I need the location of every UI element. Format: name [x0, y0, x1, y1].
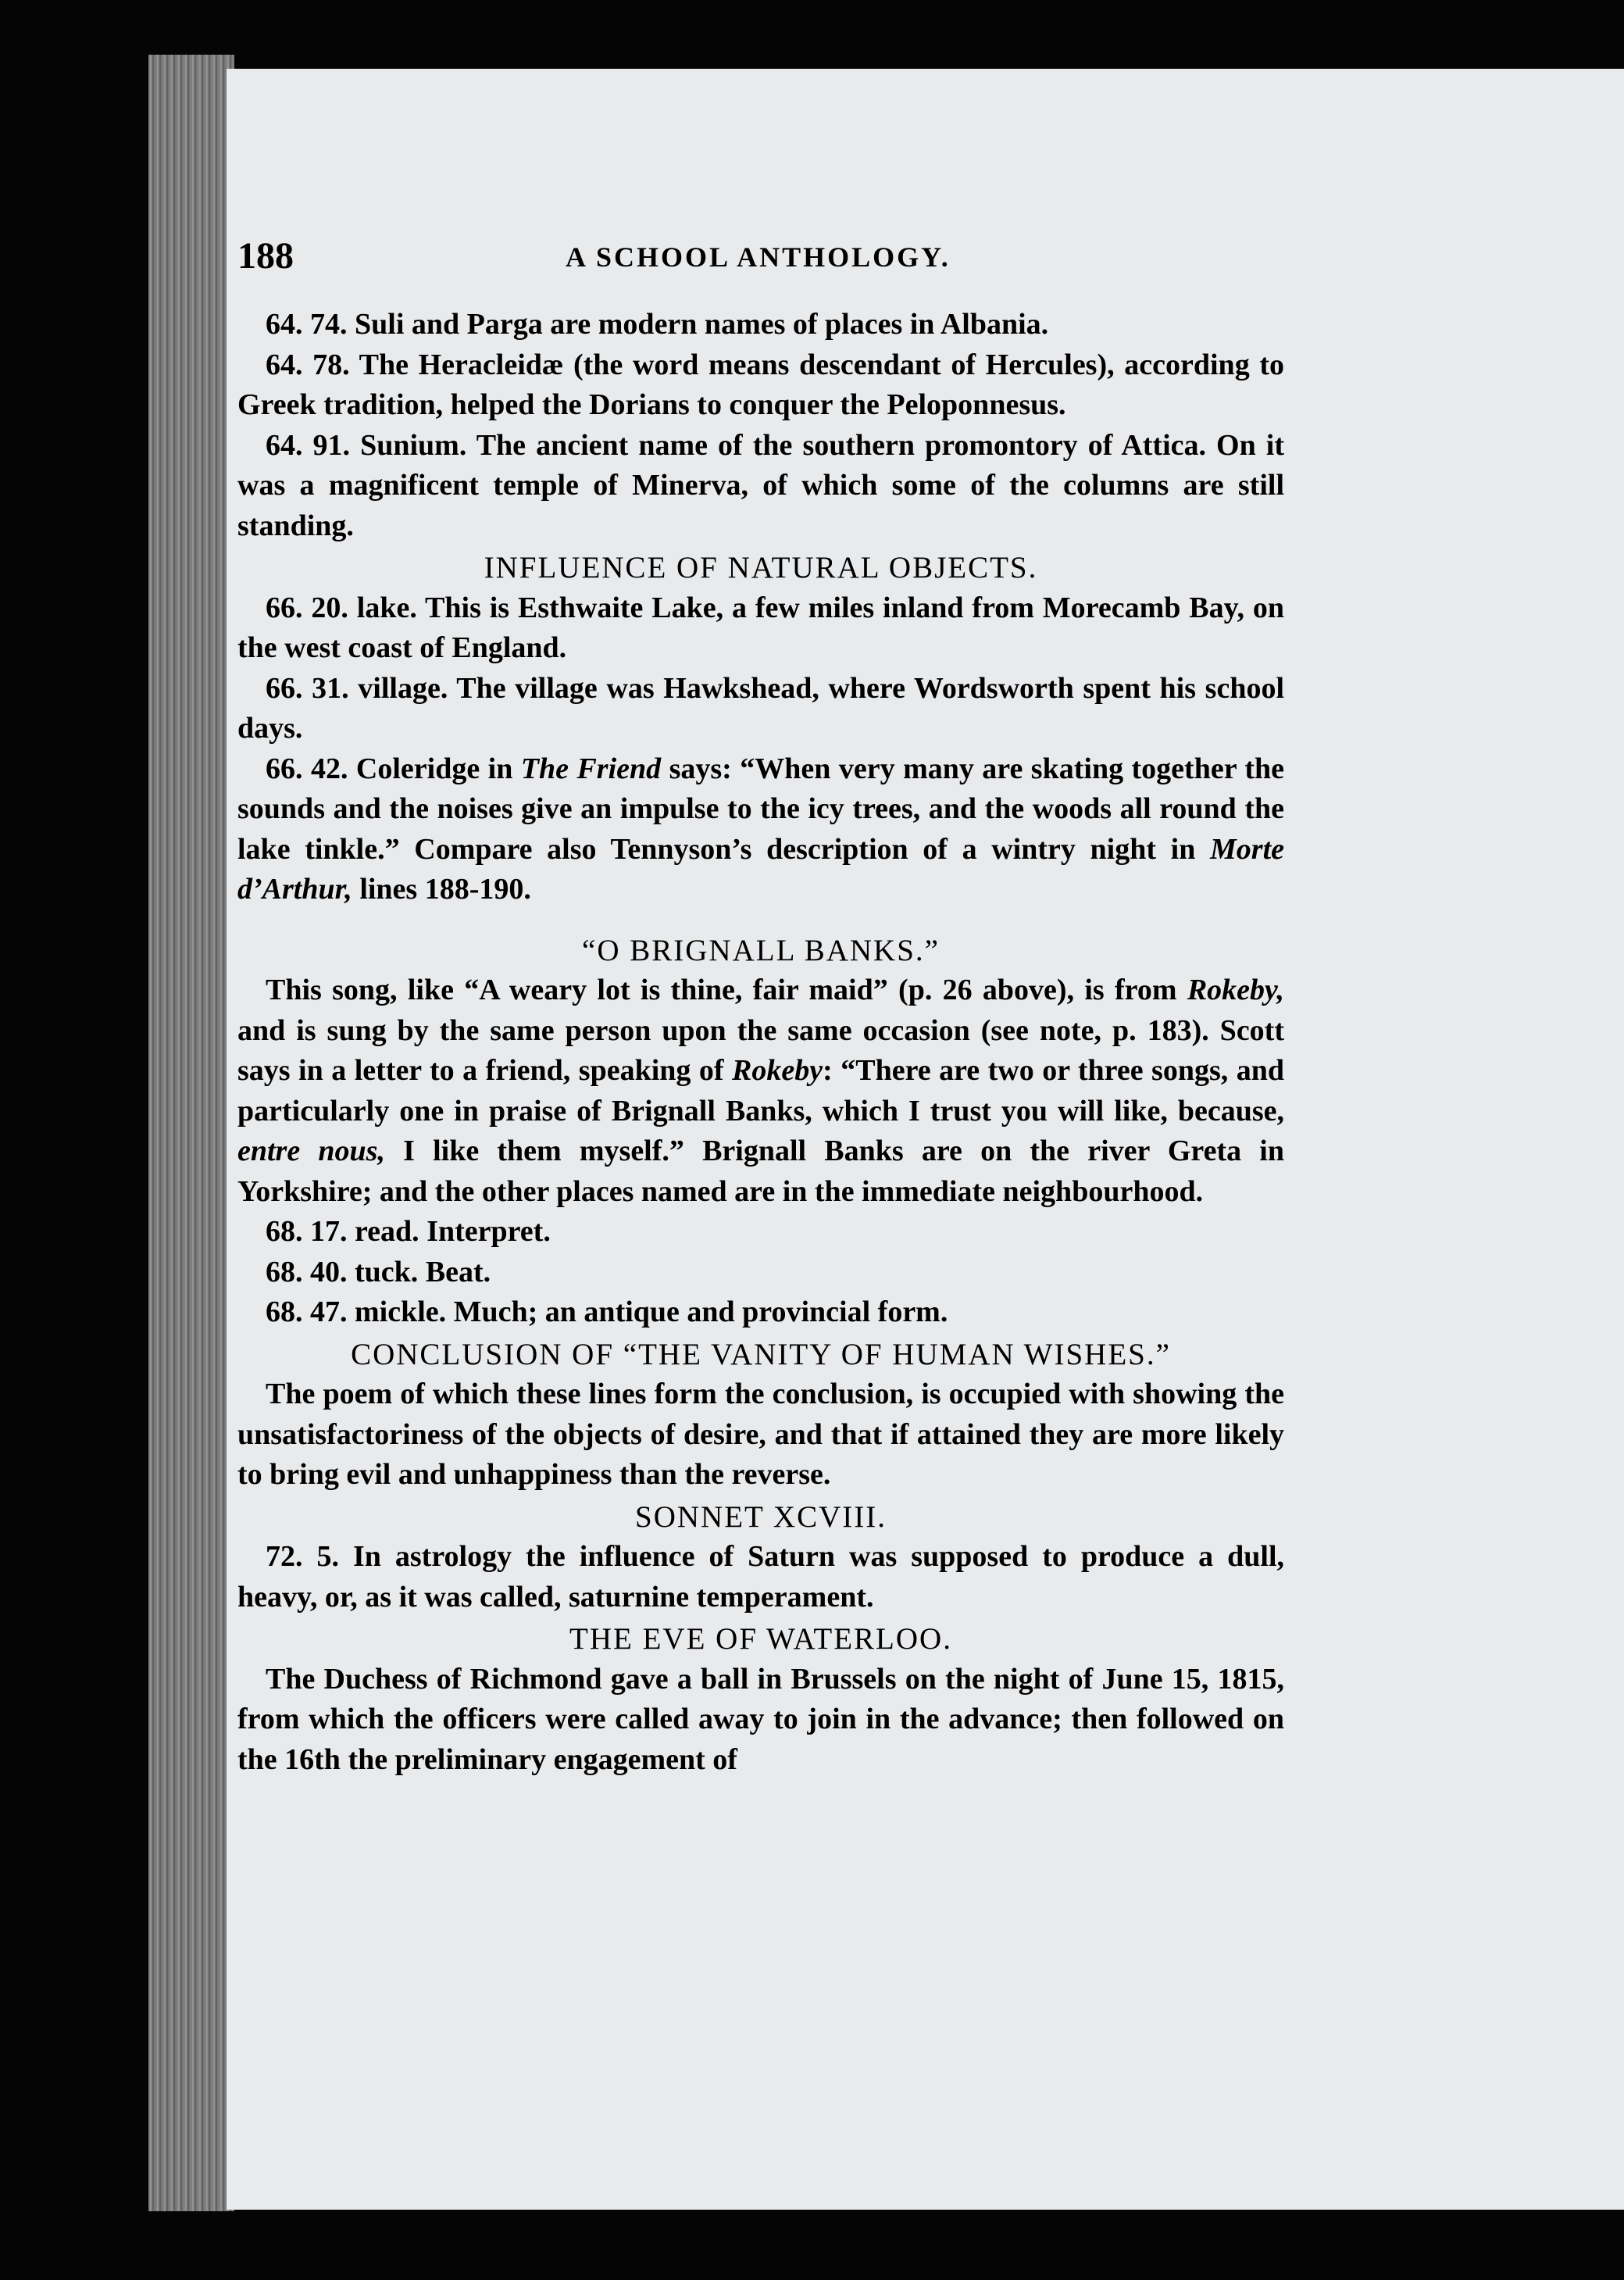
para-text: : “There are two or three songs, and particularly one in praise of Brignall Banks, which I trust you will like, because, — [237, 1054, 1285, 1127]
page-header — [237, 234, 1175, 297]
note-ref: 66. 31. — [266, 671, 349, 705]
note-lemma: mickle. — [355, 1295, 447, 1328]
work-title: Rokeby, — [1187, 974, 1284, 1006]
note-text: Beat. — [418, 1255, 491, 1288]
note-lemma: lake. — [356, 591, 417, 624]
note-ref: 68. 40. — [266, 1255, 348, 1288]
section-heading-sonnet: SONNET XCVIII. — [635, 1499, 887, 1534]
section-heading-waterloo: THE EVE OF WATERLOO. — [569, 1622, 952, 1656]
note-ref: 66. 20. — [266, 591, 348, 624]
note-text: The Heracleidæ (the word means descendant of Hercules), according to Greek tradition, helped the Dorians to conquer the Peloponnesus. — [237, 348, 1284, 421]
vanity-paragraph: The poem of which these lines form the conclusion, is occupied with showing the unsatisfactoriness of the objects of desire, and that if attained they are more likely to bring evil and unhappiness than the reverse. — [237, 1378, 1284, 1491]
note-ref: 66. 42. — [266, 752, 348, 785]
para-text: I like them myself.” Brignall Banks are on the river Greta in Yorkshire; and the other places named are in the immediate neighbourhood. — [237, 1135, 1284, 1208]
note-64-91 — [237, 426, 1284, 547]
note-text: says: “When very many are skating together the sounds and the noises give an impulse to the icy trees, and the woods all round the lake tinkle.” Compare also Tennyson’s description of a wintry night in — [237, 752, 1284, 866]
note-text: The ancient name of the southern promontory of Attica. On it was a magnificent temple of Minerva, of which some of the columns are still standing. — [237, 428, 1285, 542]
note-ref: 72. 5. — [266, 1540, 339, 1573]
page-number: 188 — [237, 235, 294, 277]
note-lemma: village. — [358, 671, 448, 705]
section-heading-brignall: “O BRIGNALL BANKS.” — [582, 933, 940, 967]
note-text: lines 188-190. — [352, 873, 531, 906]
note-lemma: tuck. — [355, 1255, 419, 1288]
note-68-40 — [237, 1253, 1284, 1293]
foreign-phrase: entre nous, — [237, 1135, 385, 1167]
para-text: This song, like “A weary lot is thine, fair maid” (p. 26 above), is from — [266, 974, 1187, 1006]
note-lemma: Sunium. — [360, 428, 467, 462]
note-72-5 — [237, 1537, 1284, 1617]
note-text: In astrology the influence of Saturn was supposed to produce a dull, heavy, or, as it was called, saturnine temperament. — [237, 1540, 1285, 1614]
note-text: The village was Hawkshead, where Wordsworth spent his school days. — [237, 671, 1285, 745]
note-ref: 68. 47. — [266, 1295, 348, 1328]
page-body — [237, 305, 1284, 1780]
book-page-edges — [148, 55, 234, 2211]
note-66-42 — [237, 749, 1284, 910]
note-ref: 64. 78. — [266, 348, 350, 381]
note-64-74 — [237, 305, 1284, 345]
note-68-17 — [237, 1212, 1284, 1253]
note-ref: 64. 74. — [266, 308, 348, 341]
running-head: A SCHOOL ANTHOLOGY. — [566, 241, 951, 273]
note-text: This is Esthwaite Lake, a few miles inland from Morecamb Bay, on the west coast of England. — [237, 591, 1285, 664]
note-66-20 — [237, 588, 1284, 669]
note-ref: 64. 91. — [266, 428, 351, 462]
note-66-31 — [237, 669, 1284, 749]
note-text: are modern names of places in Albania. — [542, 308, 1049, 341]
work-title: Morte d’Arthur, — [237, 832, 1284, 906]
work-title: Rokeby — [732, 1054, 823, 1087]
work-title: The Friend — [520, 752, 662, 785]
note-lemma: read. — [355, 1215, 419, 1248]
brignall-paragraph — [237, 970, 1284, 1212]
section-heading-vanity: CONCLUSION OF “THE VANITY OF HUMAN WISHES.” — [351, 1337, 1171, 1371]
para-text: and is sung by the same person upon the same occasion (see note, p. 183). Scott says in a letter to a friend, speaking of — [237, 1013, 1284, 1087]
note-lemma: Suli and Parga — [355, 308, 543, 341]
section-heading-influence: INFLUENCE OF NATURAL OBJECTS. — [484, 551, 1038, 584]
waterloo-paragraph: The Duchess of Richmond gave a ball in Brussels on the night of June 15, 1815, from which the officers were called away to join in the advance; then followed on the 16th the preliminary engagement of — [237, 1662, 1284, 1776]
note-text: Coleridge in — [355, 752, 521, 785]
note-ref: 68. 17. — [266, 1215, 348, 1248]
note-text: Interpret. — [419, 1215, 551, 1248]
note-text: Much; an antique and provincial form. — [446, 1295, 948, 1328]
note-68-47 — [237, 1292, 1284, 1333]
note-64-78 — [237, 345, 1284, 426]
